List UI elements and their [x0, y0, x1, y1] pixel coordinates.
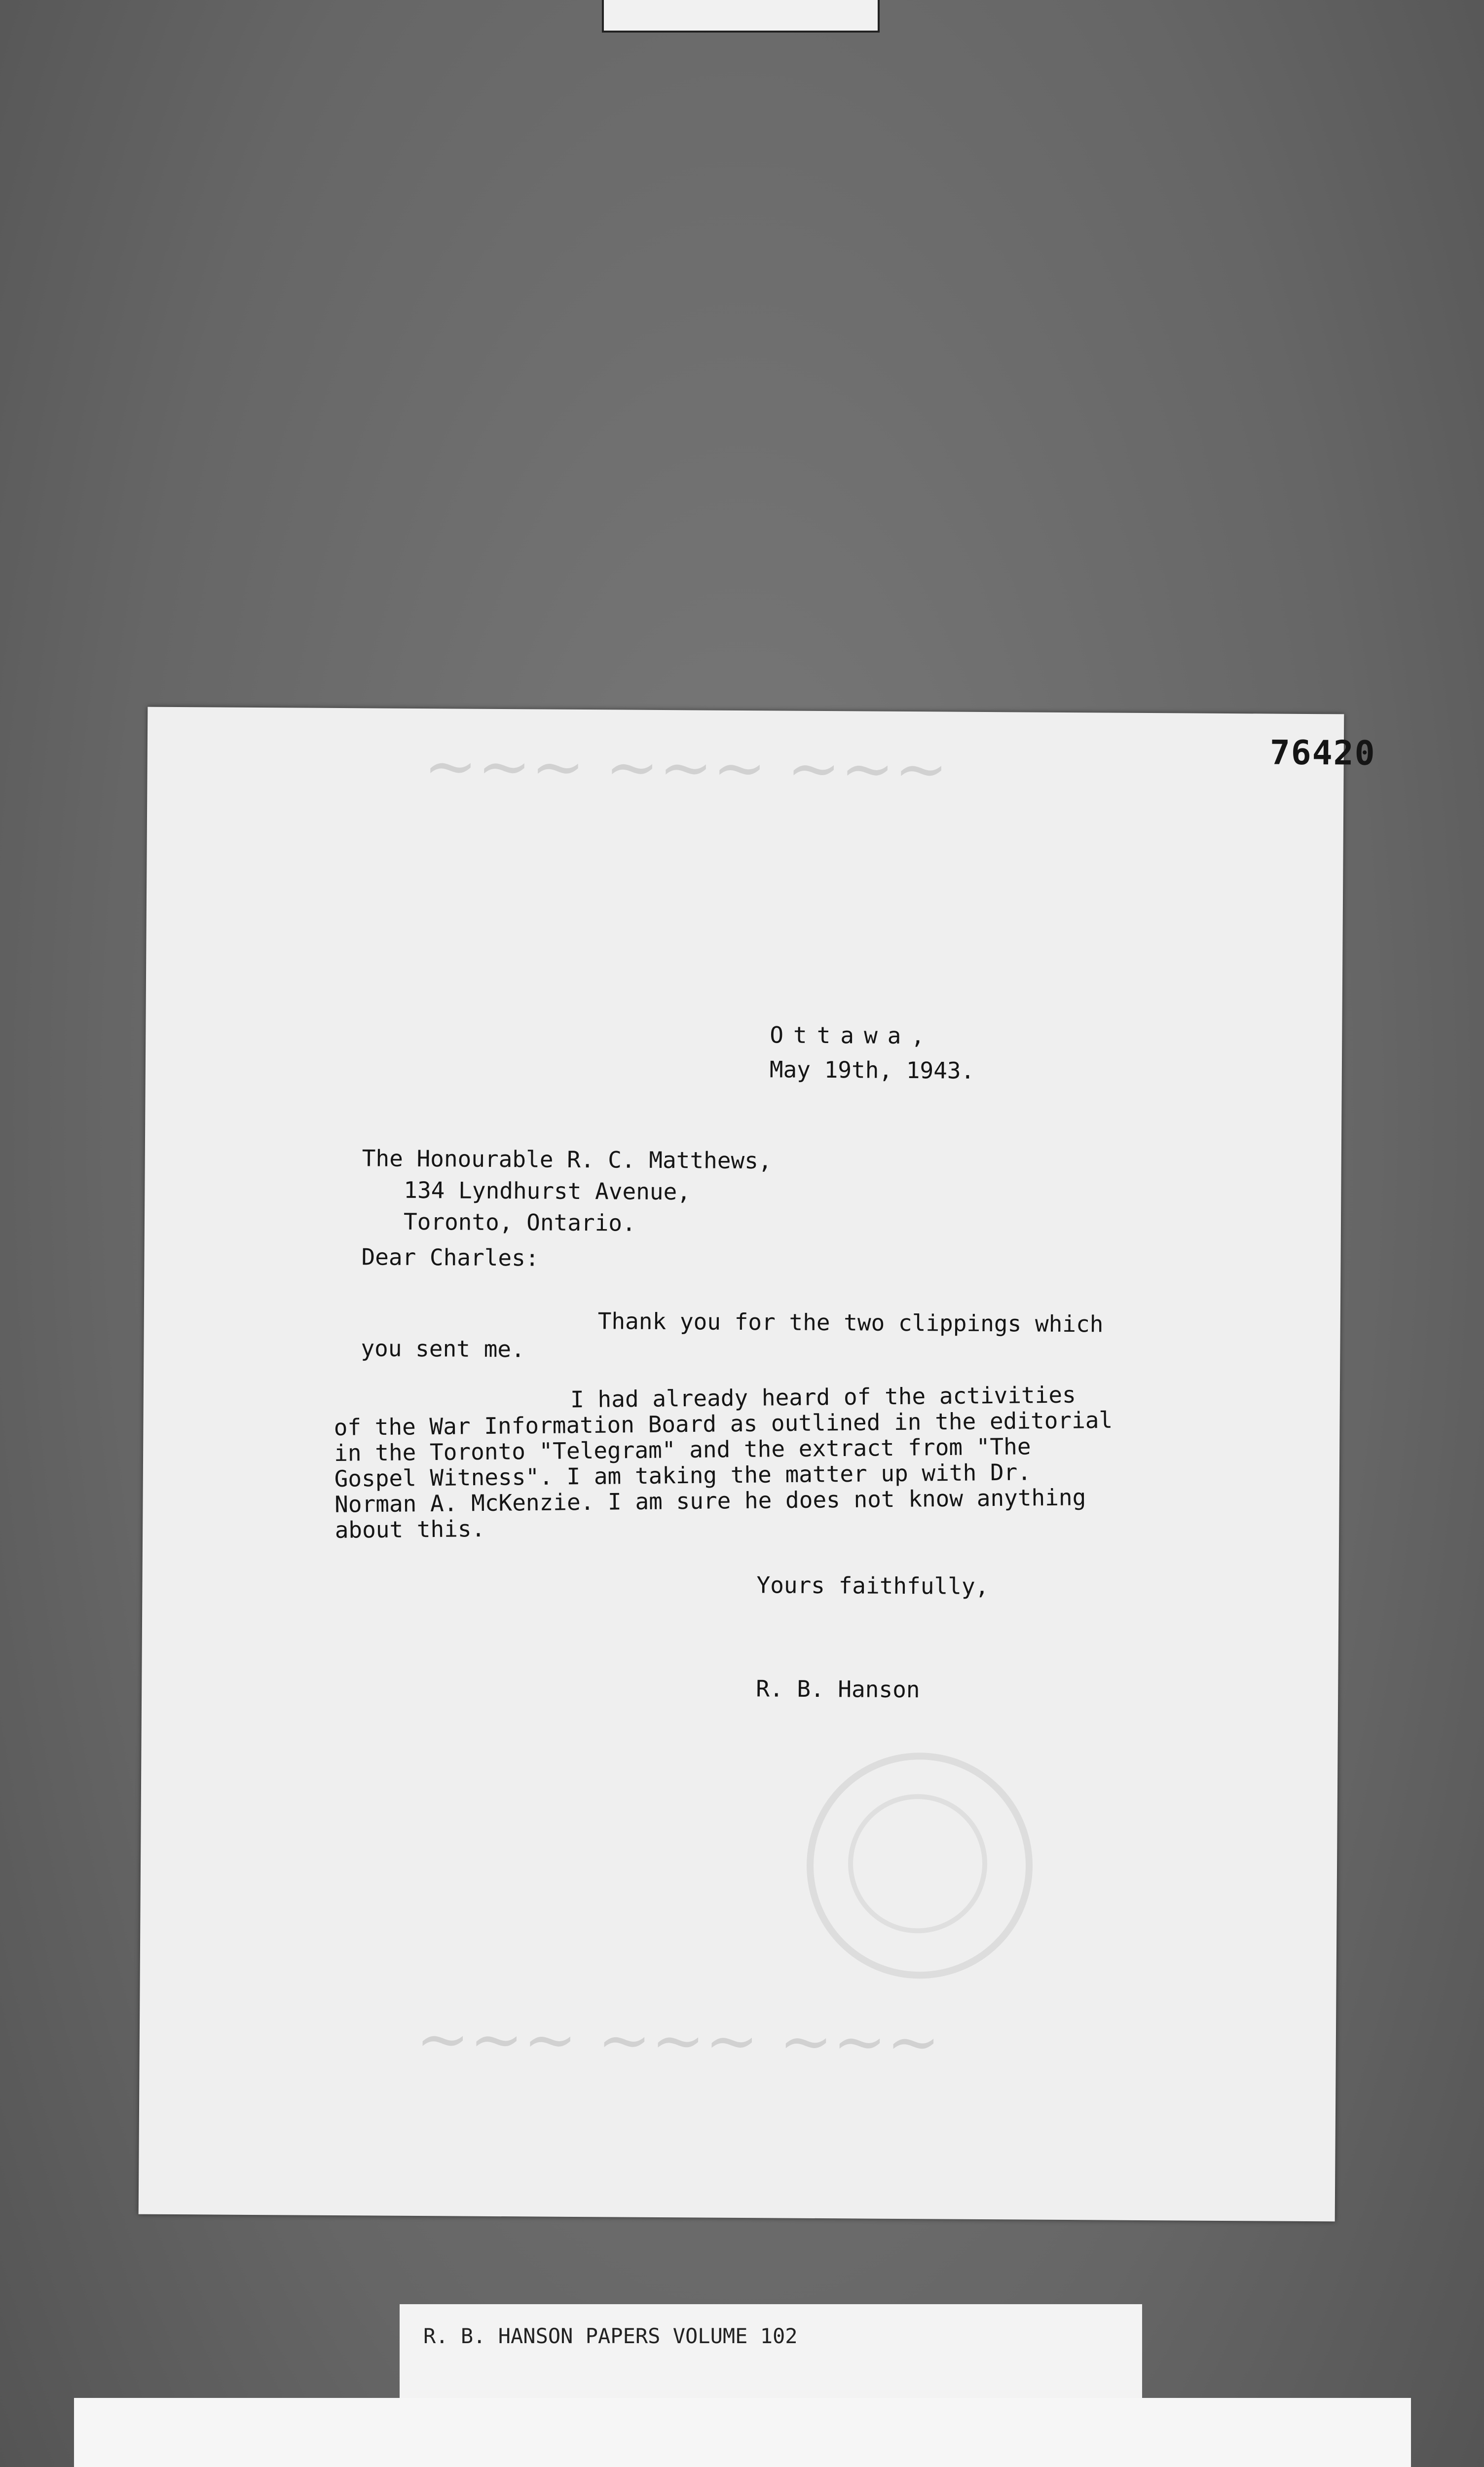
faint-seal-stamp	[806, 1752, 1034, 1980]
bleed-through-bottom: ~~~ ~~~ ~~~	[415, 2001, 941, 2080]
paragraph-2-line-1: I had already heard of the activities	[570, 1381, 1076, 1413]
paragraph-1-line-2: you sent me.	[361, 1335, 525, 1363]
salutation: Dear Charles:	[361, 1243, 539, 1271]
recipient-line-2: 134 Lyndhurst Avenue,	[404, 1176, 691, 1205]
volume-label	[400, 2304, 1142, 2408]
recipient-address	[362, 1142, 772, 1239]
paragraph-2	[334, 1381, 1223, 1543]
recipient-line-3: Toronto, Ontario.	[403, 1208, 636, 1236]
recipient-line-1: The Honourable R. C. Matthews,	[362, 1145, 772, 1174]
place: Ottawa,	[770, 1021, 935, 1049]
archive-label	[74, 2398, 1411, 2467]
paragraph-2-line-3: in the Toronto "Telegram" and the extract from "The	[334, 1433, 1031, 1466]
paragraph-2-line-5: Norman A. McKenzie. I am sure he does not know anything	[334, 1484, 1086, 1518]
bleed-through-top: ~~~ ~~~ ~~~	[423, 728, 949, 807]
letter-date: May 19th, 1943.	[769, 1056, 975, 1084]
letter-page	[139, 707, 1376, 2222]
paragraph-1	[361, 1305, 1200, 1367]
paragraph-2-line-2: of the War Information Board as outlined in the editorial	[334, 1406, 1113, 1441]
signer-name: R. B. Hanson	[756, 1675, 920, 1703]
top-tab	[602, 0, 880, 33]
page-number: 76420	[1269, 733, 1376, 773]
paragraph-2-line-6: about this.	[334, 1515, 485, 1543]
paragraph-2-line-4: Gospel Witness". I am taking the matter up with Dr.	[334, 1458, 1032, 1492]
volume-label-text: R. B. HANSON PAPERS VOLUME 102	[423, 2324, 798, 2348]
paragraph-1-line-1: Thank you for the two clippings which	[597, 1308, 1104, 1338]
closing: Yours faithfully,	[756, 1571, 989, 1600]
